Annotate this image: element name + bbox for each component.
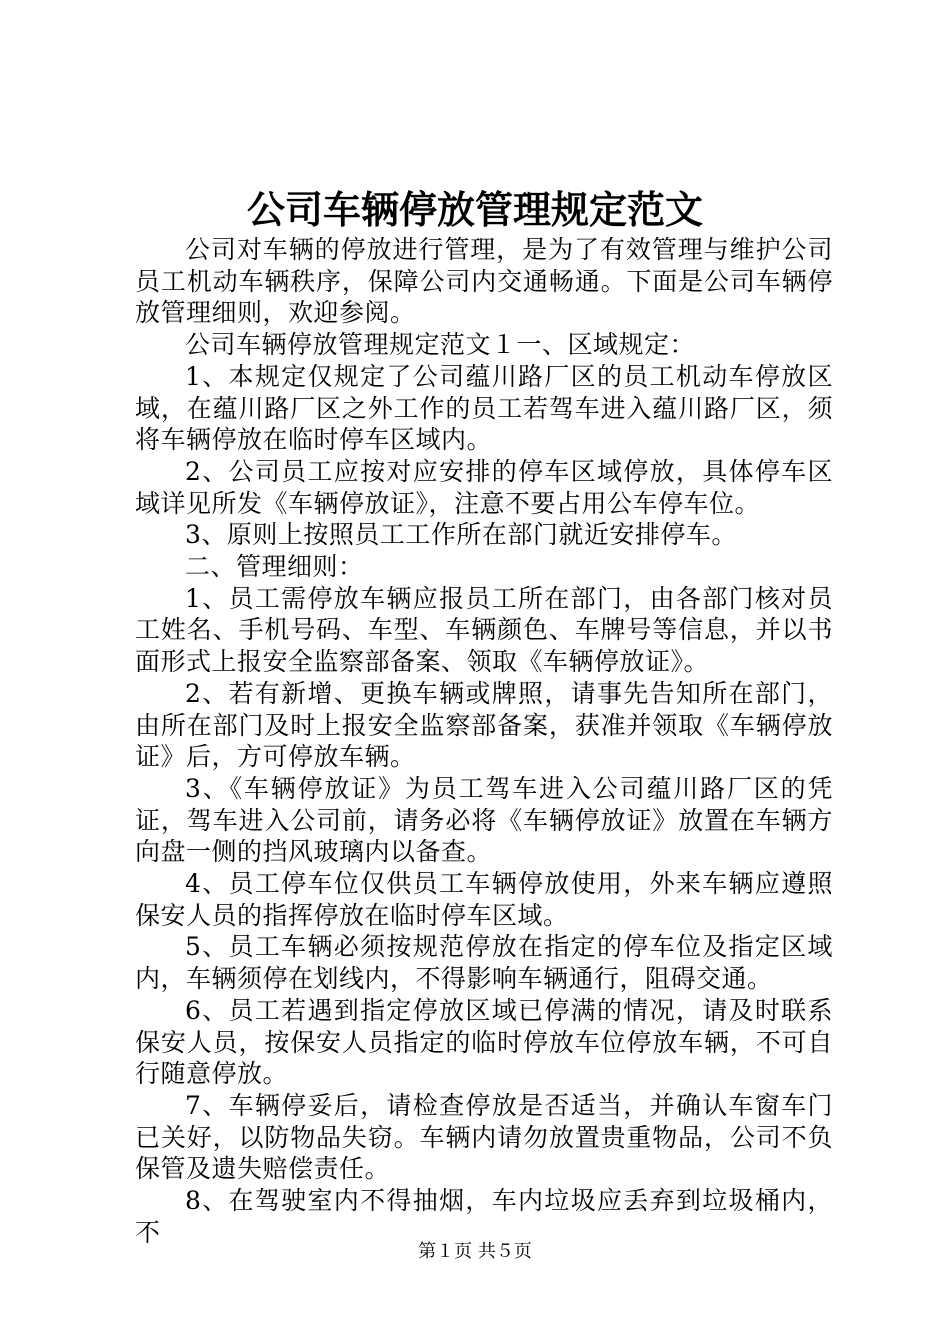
paragraph-intro: 公司对车辆的停放进行管理，是为了有效管理与维护公司员工机动车辆秩序，保障公司内交通畅通。下面是公司车辆停放管理细则，欢迎参阅。 — [135, 235, 833, 328]
paragraph-management-rule-3: 3、《车辆停放证》为员工驾车进入公司蕴川路厂区的凭证，驾车进入公司前，请务必将《车辆停放证》放置在车辆方向盘一侧的挡风玻璃内以备查。 — [135, 773, 833, 867]
paragraph-management-rule-5: 5、员工车辆必须按规范停放在指定的停车位及指定区域内，车辆须停在划线内，不得影响车辆通行，阻碍交通。 — [135, 932, 833, 994]
paragraph-area-rule-1: 1、本规定仅规定了公司蕴川路厂区的员工机动车停放区域，在蕴川路厂区之外工作的员工若驾车进入蕴川路厂区，须将车辆停放在临时停车区域内。 — [135, 361, 833, 455]
paragraph-area-rule-3: 3、原则上按照员工工作所在部门就近安排停车。 — [185, 520, 737, 550]
paragraph-management-rule-6: 6、员工若遇到指定停放区域已停满的情况，请及时联系保安人员，按保安人员指定的临时停放车位停放车辆，不可自行随意停放。 — [135, 995, 833, 1089]
document-body — [135, 234, 833, 1249]
paragraph-section-2-heading: 二、管理细则： — [185, 552, 364, 582]
paragraph-management-rule-2: 2、若有新增、更换车辆或牌照，请事先告知所在部门，由所在部门及时上报安全监察部备案，获准并领取《车辆停放证》后，方可停放车辆。 — [135, 678, 833, 772]
document-title: 公司车辆停放管理规定范文 — [246, 187, 703, 232]
paragraph-management-rule-4: 4、员工停车位仅供员工车辆停放使用，外来车辆应遵照保安人员的指挥停放在临时停车区域。 — [135, 869, 833, 930]
paragraph-management-rule-1: 1、员工需停放车辆应报员工所在部门，由各部门核对员工姓名、手机号码、车型、车辆颜色、车牌号等信息，并以书面形式上报安全监察部备案、领取《车辆停放证》。 — [135, 583, 833, 677]
paragraph-management-rule-7: 7、车辆停妥后，请检查停放是否适当，并确认车窗车门已关好，以防物品失窃。车辆内请勿放置贵重物品，公司不负保管及遗失赔偿责任。 — [135, 1090, 833, 1184]
paragraph-area-rule-2: 2、公司员工应按对应安排的停车区域停放，具体停车区域详见所发《车辆停放证》，注意不要占用公车停车位。 — [135, 456, 833, 518]
paragraph-management-rule-8: 8、在驾驶室内不得抽烟，车内垃圾应丢弃到垃圾桶内，不 — [135, 1186, 833, 1247]
page-number-footer: 第１页 共５页 — [418, 1241, 532, 1262]
paragraph-section-1-heading: 公司车辆停放管理规定范文１一、区域规定： — [185, 330, 696, 360]
